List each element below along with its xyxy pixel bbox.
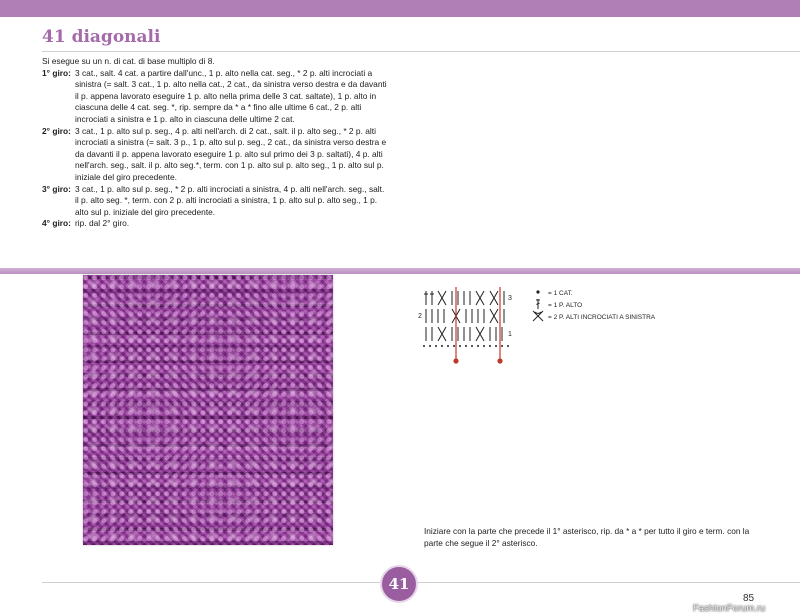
crossed-trebles-icon: [532, 310, 544, 325]
instructions-block: [42, 56, 387, 230]
row-text: rip. dal 2° giro.: [75, 218, 130, 229]
row-number-2: 2: [418, 313, 422, 320]
row-label: 3° giro:: [42, 183, 71, 194]
row-label: 1° giro:: [42, 67, 71, 78]
instruction-row-3: [42, 184, 387, 219]
legend-item-chain: [532, 287, 655, 299]
diagram-row-1-stitches: [426, 327, 502, 341]
repeat-start-marker: [454, 359, 458, 363]
repeat-note: Iniziare con la parte che precede il 1° asterisco, rip. da * a * per tutto il giro e term. con la parte che segue il 2° asterisco.: [424, 526, 750, 548]
row-label: 4° giro:: [42, 218, 71, 229]
diagram-row-3-stitches: [424, 291, 504, 305]
row-text: 3 cat., salt. 4 cat. a partire dall'unc., 1 p. alto nella cat. seg., * 2 p. alti incrociati a sinistra (= salt. 3 cat., 1 p. alto nella cat., 2 cat., da sinistra verso destra e da davanti il p. appena lavorato eseguire 1 p. alto nella prima delle 3 cat. saltate), 1 p. alto in ciascuna delle 4 cat. seg. *, rip. sempre da * a * fino alle ultime 6 cat., 2 p. alti incrociati a sinistra e 1 p. alto in ciascuna delle ultime 2 cat.: [75, 67, 387, 124]
legend-text: = 1 CAT.: [548, 289, 573, 297]
chain-row: [423, 345, 509, 347]
instruction-row-2: [42, 126, 387, 184]
page-number: 85: [743, 593, 755, 604]
legend-item-treble: [532, 299, 655, 311]
row-text: 3 cat., 1 p. alto sul p. seg., * 2 p. alti incrociati a sinistra, 4 p. alti nell'arch. seg., salt. il p. alto seg. *, term. con 2 p. alti incrociati a sinistra, 1 p. alto sul p. alto seg., 1 p. alto sul p. iniziale del giro precedente.: [75, 183, 385, 217]
legend-item-crossed: [532, 311, 655, 323]
legend-text: = 1 P. ALTO: [548, 301, 583, 309]
row-number-1: 1: [508, 331, 512, 338]
row-label: 2° giro:: [42, 125, 71, 136]
instruction-row-4: [42, 218, 387, 230]
instruction-row-1: [42, 68, 387, 126]
watermark: FashionForum.ru: [693, 603, 766, 614]
diagram-row-2-stitches: [426, 309, 504, 323]
legend-text: = 2 P. ALTI INCROCIATI A SINISTRA: [548, 313, 656, 321]
section-band: [0, 268, 800, 274]
top-color-band: [0, 0, 800, 17]
row-number-3: 3: [508, 295, 512, 302]
pattern-title: 41 diagonali: [42, 27, 161, 47]
row-text: 3 cat., 1 p. alto sul p. seg., 4 p. alti nell'arch. di 2 cat., salt. il p. alto seg., * 2 p. alti incrociati a sinistra (= salt. 3 p., 1 p. alto sul p. seg., 2 cat., da sinistra verso destra e da davanti il p. appena lavorato eseguire 1 p. alto sul primo dei 3 p. saltati), 4 p. alti nell'arch. seg., salt. il p. alto seg.*, term. con 1 p. alto sul p. alto seg., 1 p. alto sul p. iniziale del giro precedente.: [75, 125, 387, 182]
title-divider: [42, 51, 800, 52]
diagram-grid: [424, 291, 504, 341]
repeat-end-marker: [498, 359, 502, 363]
pattern-number-badge: 41: [380, 565, 418, 603]
diagram-legend: [532, 287, 655, 323]
stitch-diagram: [418, 287, 518, 367]
footer-divider: [42, 582, 800, 583]
crochet-swatch-photo: [83, 275, 333, 545]
intro-text: Si esegue su un n. di cat. di base multiplo di 8.: [42, 56, 215, 66]
